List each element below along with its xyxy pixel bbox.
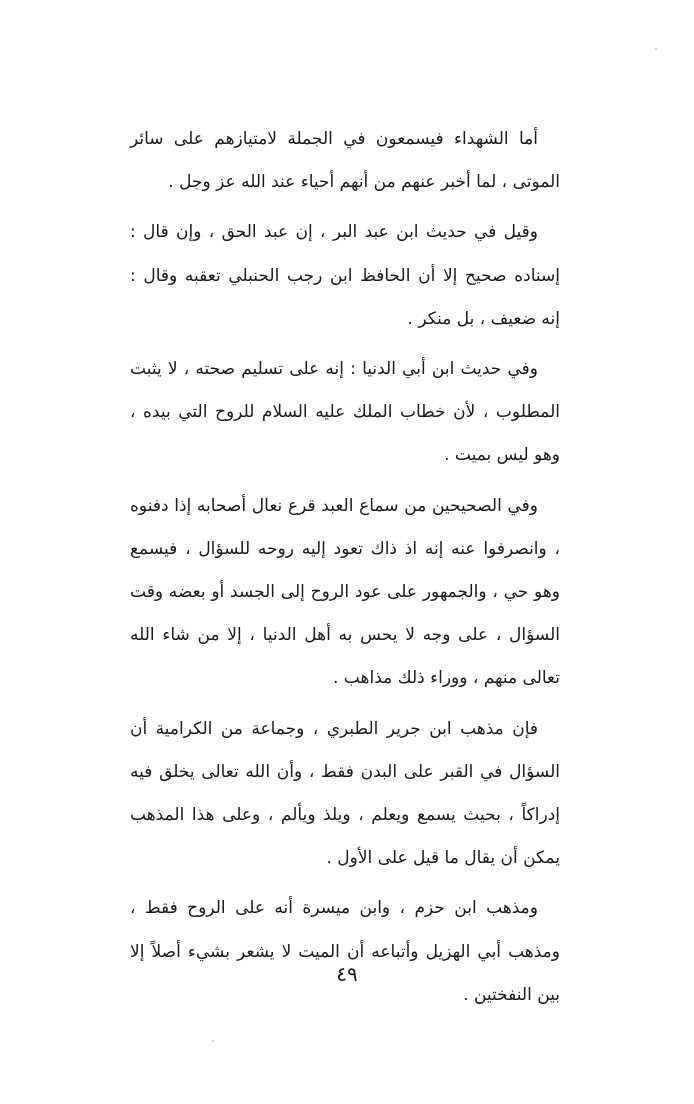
page-number: ٤٩: [336, 962, 358, 986]
scan-speck: [655, 48, 657, 50]
paragraph-ibn-abi-al-dunya: وفي حديث ابن أبي الدنيا : إنه على تسليم صحته ، لا يثبت المطلوب ، لأن خطاب الملك عليه السلام للروح التي بيده ، وهو ليس بميت .: [130, 359, 560, 466]
body-text: [130, 118, 560, 1024]
paragraph-martyrs: أما الشهداء فيسمعون في الجملة لامتيازهم على سائر الموتى ، لما أخبر عنهم من أنهم أحياء عند الله عز وجل .: [130, 129, 560, 193]
paragraph-sahihayn: وفي الصحيحين من سماع العبد قرع نعال أصحابه إذا دفنوه ، وانصرفوا عنه إنه اذ ذاك تعود إليه روحه للسؤال ، فيسمع وهو حي ، والجمهور على عود الروح إلى الجسد أو بعضه وقت السؤال ، على وجه لا يحس به أهل الدنيا ، إلا من شاء الله تعالى منهم ، ووراء ذلك مذاهب .: [130, 495, 560, 689]
paragraph-ibn-jarir: فإن مذهب ابن جرير الطبري ، وجماعة من الكرامية أن السؤال في القبر على البدن فقط ، وأن الله تعالى يخلق فيه إدراكاً ، بحيث يسمع ويعلم ، ويلذ ويألم ، وعلى هذا المذهب يمكن أن يقال ما قيل على الأول .: [130, 718, 560, 869]
paragraph-ibn-hazm: ومذهب ابن حزم ، وابن ميسرة أنه على الروح فقط ، ومذهب أبي الهزيل وأتباعه أن الميت لا يشعر بشيء أصلاً إلا بين النفختين .: [130, 898, 560, 1005]
paragraph-ibn-abd-al-barr: وقيل في حديث ابن عبد البر ، إن عبد الحق ، وإن قال : إسناده صحيح إلا أن الحافظ ابن رجب الحنبلي تعقبه وقال : إنه ضعيف ، بل منكر .: [130, 222, 560, 329]
scan-speck: [212, 1040, 214, 1042]
